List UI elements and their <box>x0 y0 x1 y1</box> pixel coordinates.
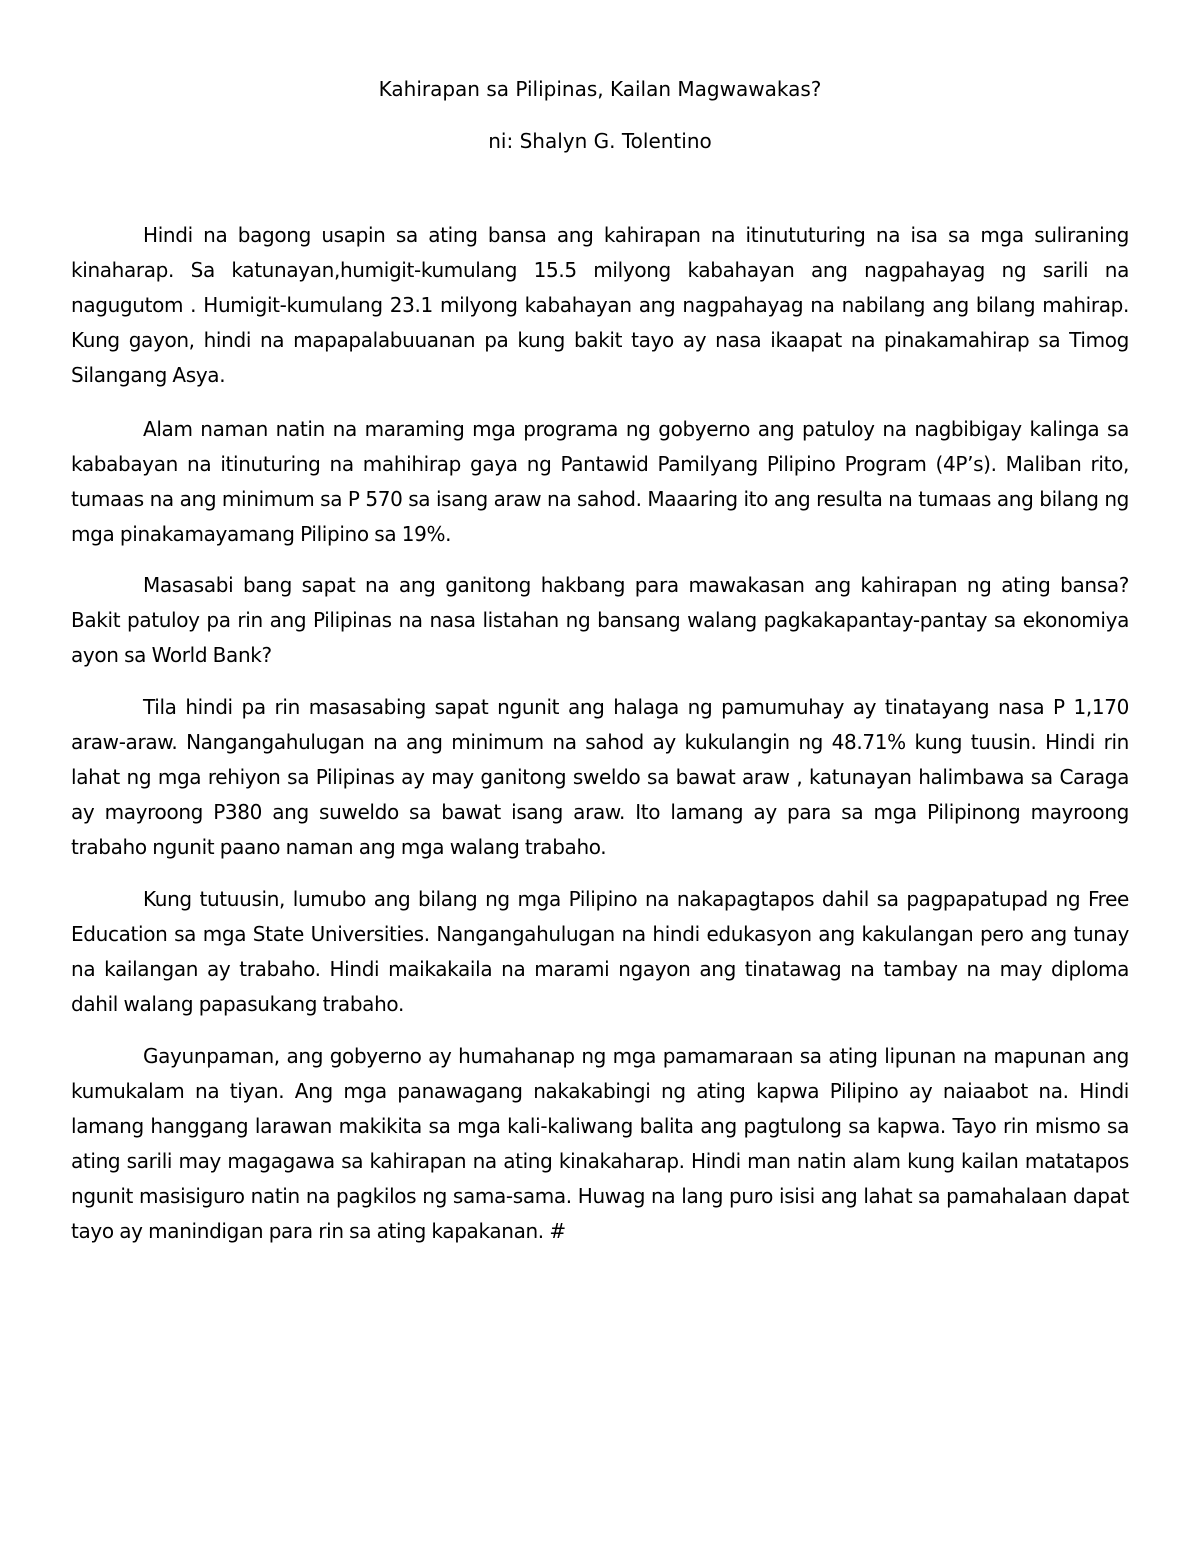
paragraph-5: Kung tutuusin, lumubo ang bilang ng mga Pilipino na nakapagtapos dahil sa pagpapatupad ng Free Education sa mga State Universities. Nangangahulugan na hindi edukasyon ang kakulangan pero ang tunay na kailangan ay trabaho. Hindi maikakaila na marami ngayon ang tinatawag na tambay na may diploma dahil walang papasukang trabaho. <box>71 887 1129 1016</box>
paragraph-1: Hindi na bagong usapin sa ating bansa ang kahirapan na itinututuring na isa sa mga suliraning kinaharap. Sa katunayan,humigit-kumulang 15.5 milyong kabahayan ang nagpahayag ng sarili na nagugutom . Humigit-kumulang 23.1 milyong kabahayan ang nagpahayag na nabilang ang bilang mahirap. Kung gayon, hindi na mapapalabuuanan pa kung bakit tayo ay nasa ikaapat na pinakamahirap sa Timog Silangang Asya. <box>71 223 1129 387</box>
paragraph-6: Gayunpaman, ang gobyerno ay humahanap ng mga pamamaraan sa ating lipunan na mapunan ang kumukalam na tiyan. Ang mga panawagang nakakabingi ng ating kapwa Pilipino ay naiaabot na. Hindi lamang hanggang larawan makikita sa mga kali-kaliwang balita ang pagtulong sa kapwa. Tayo rin mismo sa ating sarili may magagawa sa kahirapan na ating kinakaharap. Hindi man natin alam kung kailan matatapos ngunit masisiguro natin na pagkilos ng sama-sama. Huwag na lang puro isisi ang lahat sa pamahalaan dapat tayo ay manindigan para rin sa ating kapakanan. # <box>71 1044 1129 1243</box>
author-byline: ni: Shalyn G. Tolentino <box>488 129 712 153</box>
paragraph-4: Tila hindi pa rin masasabing sapat ngunit ang halaga ng pamumuhay ay tinatayang nasa P 1,170 araw-araw. Nangangahulugan na ang minimum na sahod ay kukulangin ng 48.71% kung tuusin. Hindi rin lahat ng mga rehiyon sa Pilipinas ay may ganitong sweldo sa bawat araw , katunayan halimbawa sa Caraga ay mayroong P380 ang suweldo sa bawat isang araw. Ito lamang ay para sa mga Pilipinong mayroong trabaho ngunit paano naman ang mga walang trabaho. <box>71 695 1129 859</box>
paragraph-2: Alam naman natin na maraming mga programa ng gobyerno ang patuloy na nagbibigay kalinga sa kababayan na itinuturing na mahihirap gaya ng Pantawid Pamilyang Pilipino Program (4P’s). Maliban rito, tumaas na ang minimum sa P 570 sa isang araw na sahod. Maaaring ito ang resulta na tumaas ang bilang ng mga pinakamayamang Pilipino sa 19%. <box>71 417 1129 546</box>
paragraph-3: Masasabi bang sapat na ang ganitong hakbang para mawakasan ang kahirapan ng ating bansa? Bakit patuloy pa rin ang Pilipinas na nasa listahan ng bansang walang pagkakapantay-pantay sa ekonomiya ayon sa World Bank? <box>71 573 1129 667</box>
document-title: Kahirapan sa Pilipinas, Kailan Magwawakas? <box>378 77 822 101</box>
